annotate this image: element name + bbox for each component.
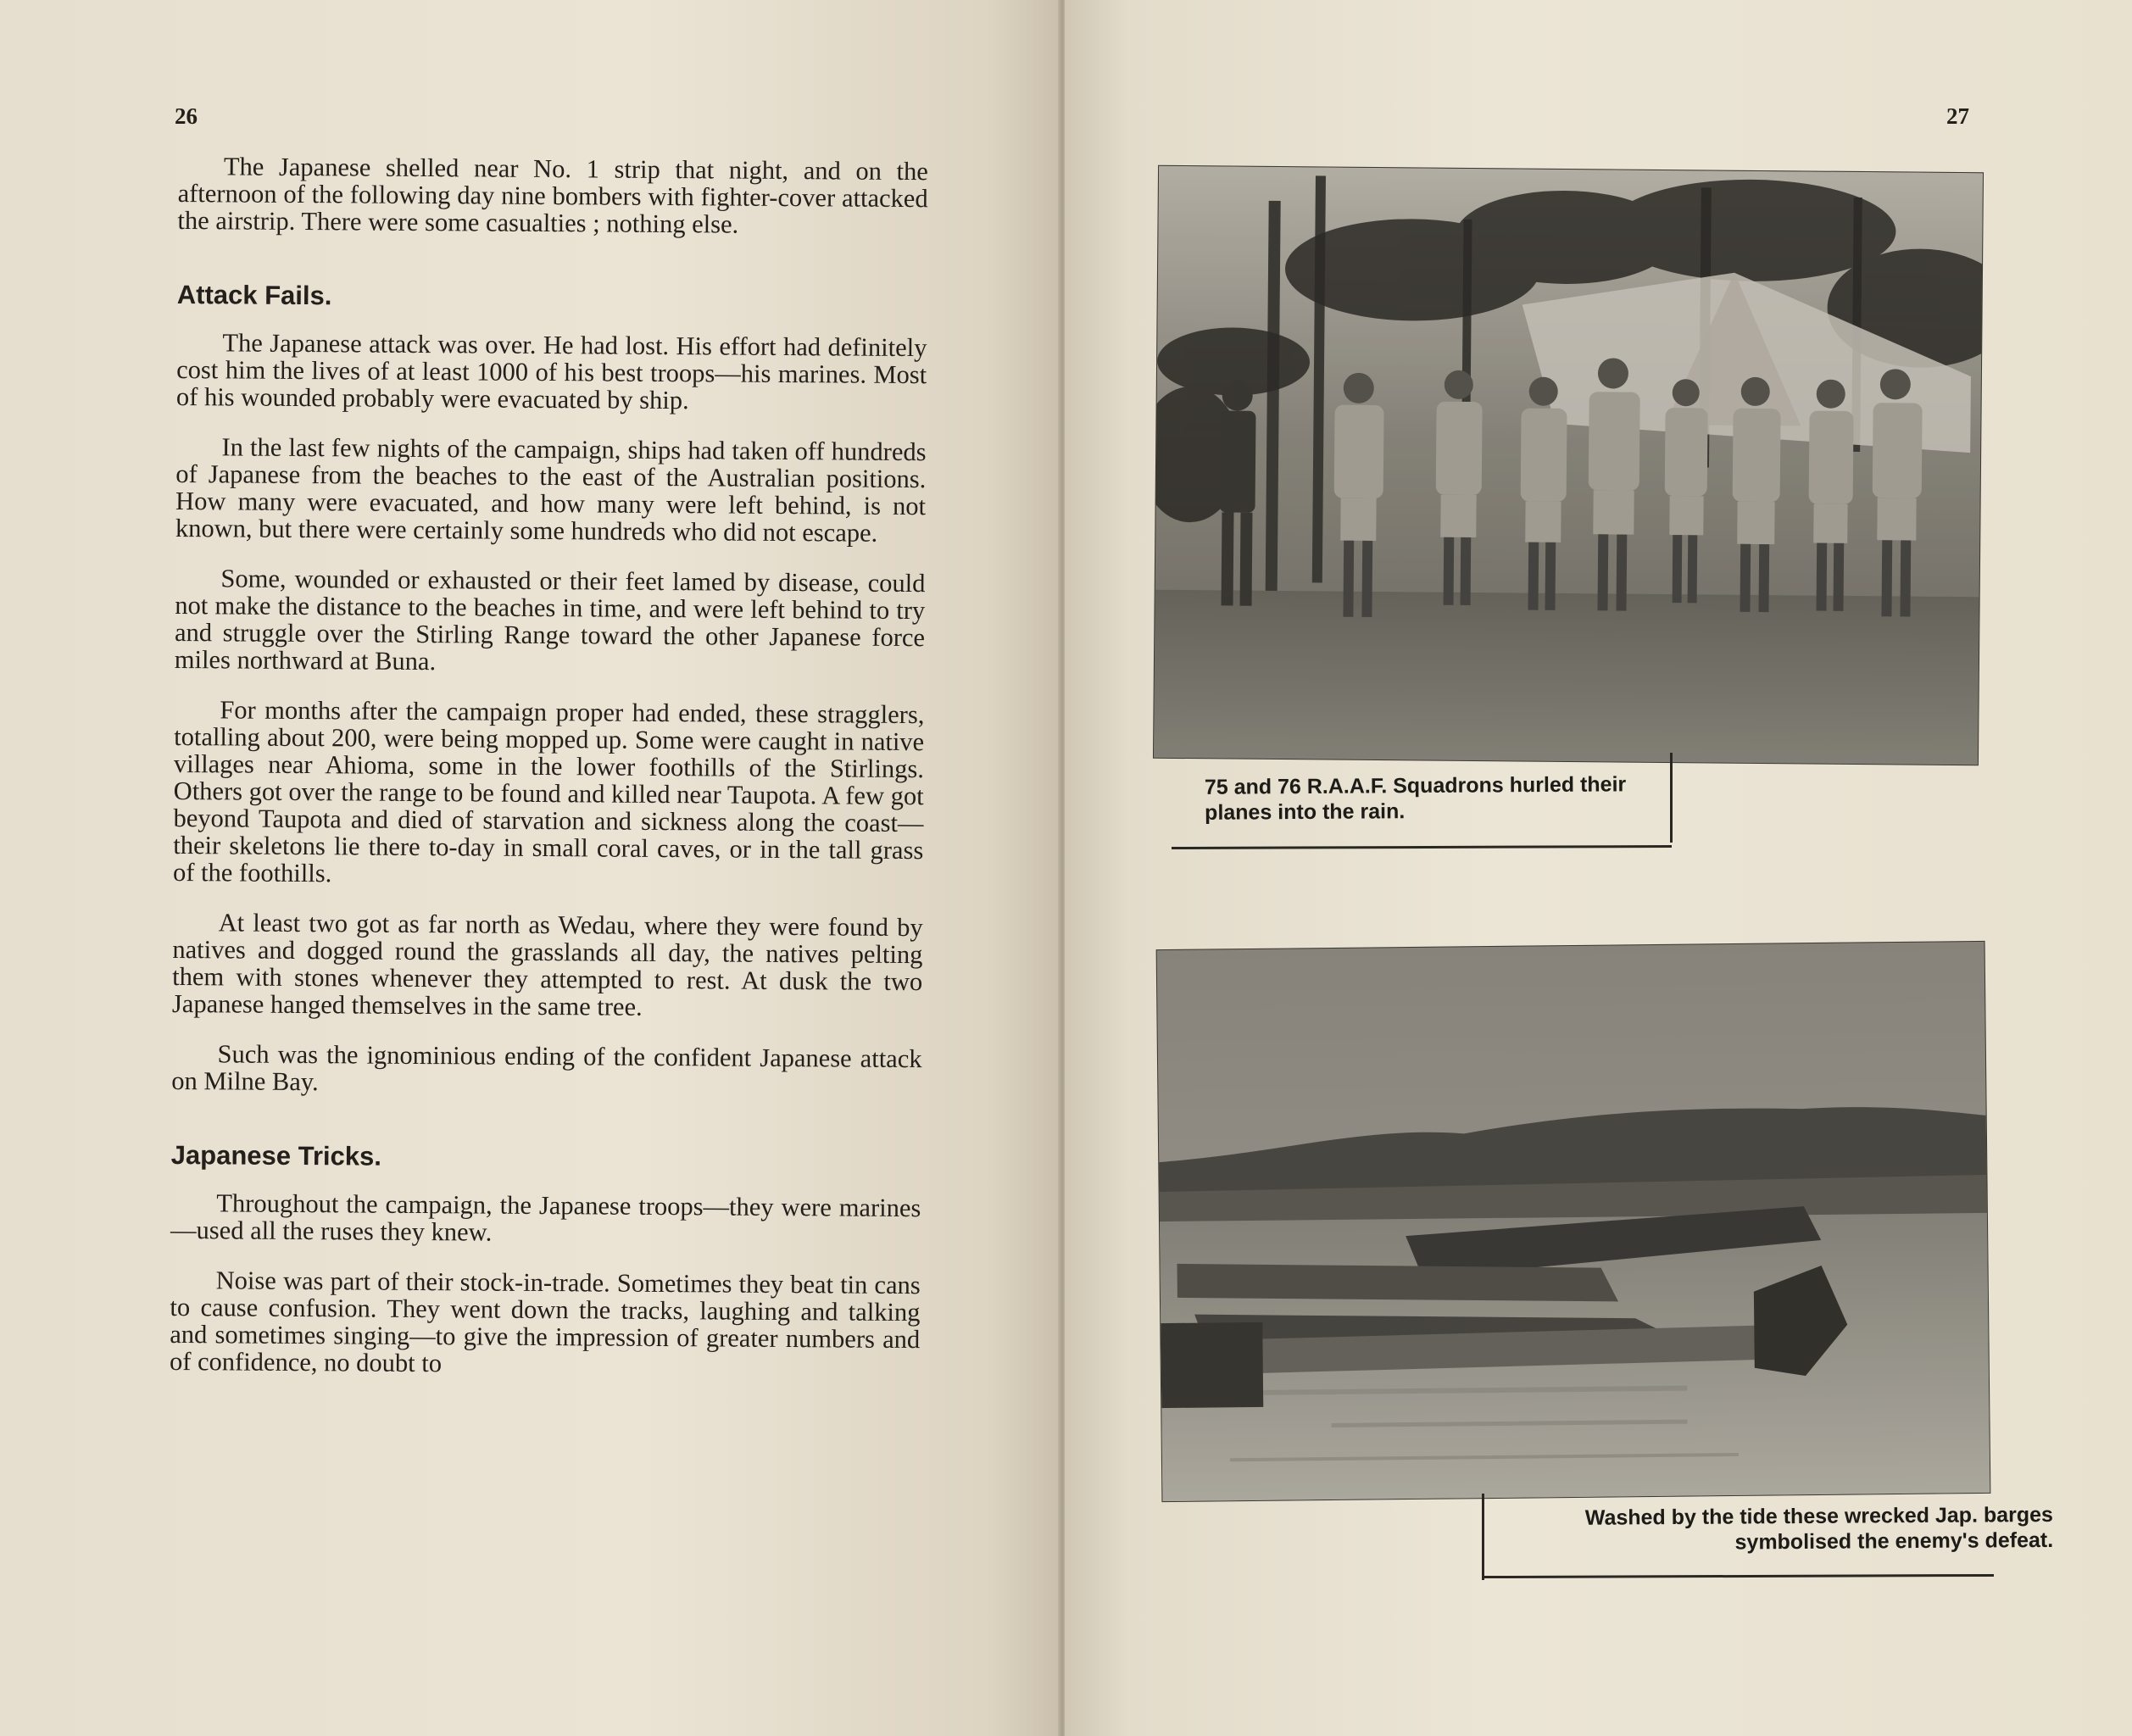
left-page (0, 0, 1061, 1736)
photo-wrecked-barges (1157, 942, 1990, 1501)
caption-wrecked-barges: Washed by the tide these wrecked Jap. barges symbolised the enemy's defeat. (1584, 1502, 2054, 1555)
caption-raaf-squadrons: 75 and 76 R.A.A.F. Squadrons hurled their planes into the rain. (1204, 772, 1627, 825)
page-number-left: 26 (175, 103, 198, 129)
caption-1-border-right (1670, 753, 1673, 843)
paragraph: At least two got as far north as Wedau, where they were found by natives and dogged round the grasslands all day, the natives pelting them with stones whenever they attempted to rest. At dusk the two Japanese hanged themselves in the same tree. (171, 908, 923, 1021)
heading-japanese-tricks: Japanese Tricks. (170, 1139, 382, 1171)
left-page-text (170, 153, 928, 1403)
caption-1-border-bottom (1172, 845, 1672, 849)
paragraph: Some, wounded or exhausted or their feet lamed by disease, could not make the distance to the beaches in time, and were left behind to try and struggle over the Stirling Range toward the other Japanese force miles northward at Buna. (174, 564, 926, 676)
paragraph: For months after the campaign proper had ended, these stragglers, totalling about 200, were being mopped up. Some were caught in native villages near Ahioma, some in the lower foothills of the Stirlings. Others got over the range to be found and killed near Taupota. A few got beyond Taupota and died of starvation and sickness along the coast—their skeletons lie there to-day in small coral caves, or in the tall grass of the foothills. (172, 695, 925, 888)
heading-attack-fails: Attack Fails. (176, 279, 332, 311)
photo-wrecked-barges-image (1157, 942, 1990, 1501)
paragraph: The Japanese attack was over. He had lost. His effort had definitely cost him the lives of at least 1000 of his best troops—his marines. Most of his wounded probably were evacuated by ship. (175, 328, 927, 415)
paragraph: Such was the ignominious ending of the confident Japanese attack on Milne Bay. (171, 1039, 922, 1097)
photo-raaf-squadrons (1154, 166, 1983, 765)
caption-2-border-left (1482, 1494, 1484, 1580)
paragraph: In the last few nights of the campaign, ships had taken off hundreds of Japanese from the beaches to the east of the Australian positions. How many were evacuated, and how many were left behind, is not known, but there were certainly some hundreds who did not escape. (175, 432, 927, 548)
paragraph: Noise was part of their stock-in-trade. Sometimes they beat tin cans to cause confusion. They went down the tracks, laughing and talking and sometimes singing—to give the impression of greater numbers and of confidence, no doubt to (169, 1266, 921, 1378)
intro-paragraph: The Japanese shelled near No. 1 strip that night, and on the afternoon of the following day nine bombers with fighter-cover attacked the airstrip. There were some casualties ; nothing else. (177, 152, 928, 239)
caption-2-border-bottom (1482, 1574, 1994, 1578)
page-number-right: 27 (1946, 103, 1969, 129)
photo-raaf-squadrons-image (1154, 166, 1983, 765)
right-page (1065, 0, 2132, 1736)
paragraph: Throughout the campaign, the Japanese troops—they were marines—used all the ruses they knew. (170, 1188, 921, 1247)
